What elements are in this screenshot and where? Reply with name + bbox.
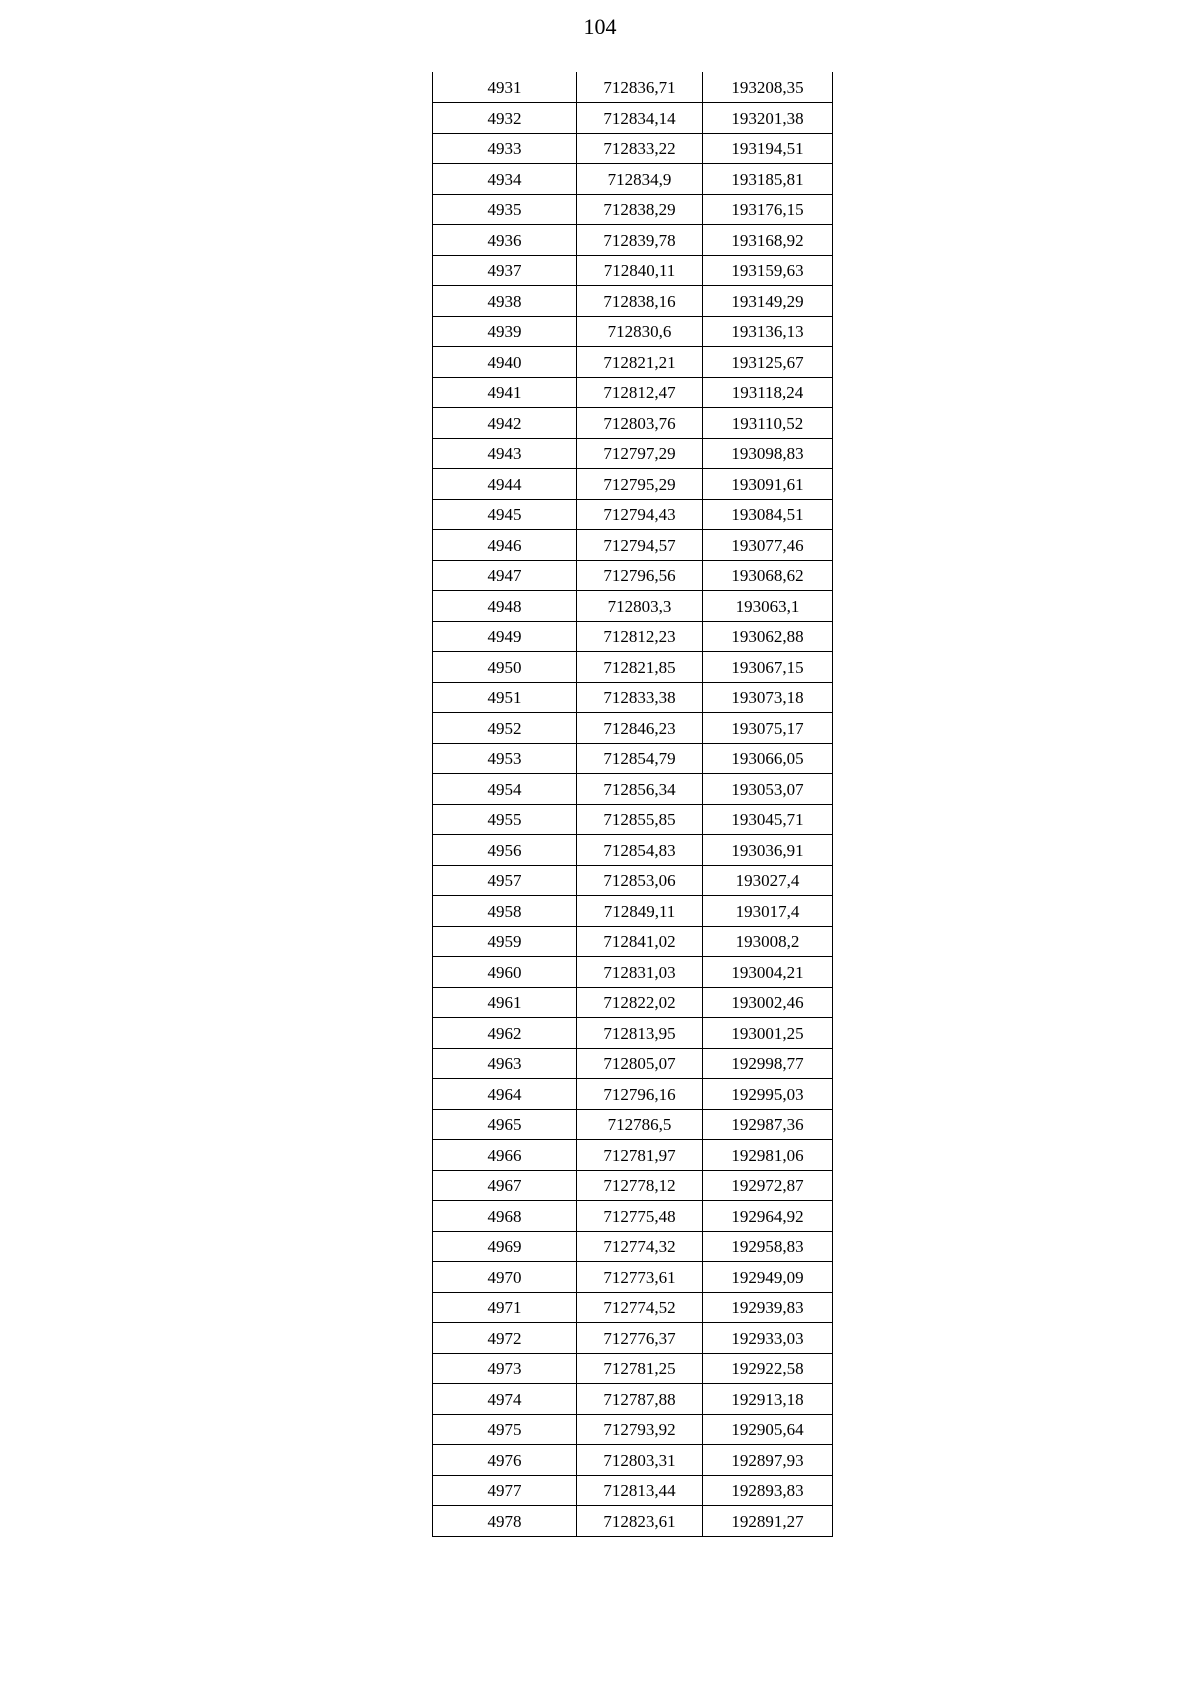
x-coordinate-cell: 712838,29 — [577, 194, 703, 225]
table-row — [433, 926, 833, 957]
x-coordinate-cell: 712787,88 — [577, 1384, 703, 1415]
table-row — [433, 1201, 833, 1232]
x-coordinate-cell: 712830,6 — [577, 316, 703, 347]
point-number-cell: 4977 — [433, 1475, 577, 1506]
x-coordinate-cell: 712776,37 — [577, 1323, 703, 1354]
point-number-cell: 4932 — [433, 103, 577, 134]
point-number-cell: 4933 — [433, 133, 577, 164]
y-coordinate-cell: 192964,92 — [703, 1201, 833, 1232]
y-coordinate-cell: 193068,62 — [703, 560, 833, 591]
y-coordinate-cell: 193168,92 — [703, 225, 833, 256]
point-number-cell: 4960 — [433, 957, 577, 988]
table-row — [433, 682, 833, 713]
x-coordinate-cell: 712834,9 — [577, 164, 703, 195]
x-coordinate-cell: 712795,29 — [577, 469, 703, 500]
y-coordinate-cell: 192905,64 — [703, 1414, 833, 1445]
point-number-cell: 4944 — [433, 469, 577, 500]
table-row — [433, 1292, 833, 1323]
y-coordinate-cell: 193084,51 — [703, 499, 833, 530]
x-coordinate-cell: 712796,16 — [577, 1079, 703, 1110]
y-coordinate-cell: 193002,46 — [703, 987, 833, 1018]
point-number-cell: 4976 — [433, 1445, 577, 1476]
table-row — [433, 1170, 833, 1201]
table-row — [433, 1079, 833, 1110]
table-row — [433, 774, 833, 805]
point-number-cell: 4978 — [433, 1506, 577, 1537]
point-number-cell: 4952 — [433, 713, 577, 744]
x-coordinate-cell: 712853,06 — [577, 865, 703, 896]
point-number-cell: 4942 — [433, 408, 577, 439]
point-number-cell: 4971 — [433, 1292, 577, 1323]
x-coordinate-cell: 712781,25 — [577, 1353, 703, 1384]
x-coordinate-cell: 712821,21 — [577, 347, 703, 378]
x-coordinate-cell: 712793,92 — [577, 1414, 703, 1445]
y-coordinate-cell: 192998,77 — [703, 1048, 833, 1079]
x-coordinate-cell: 712803,76 — [577, 408, 703, 439]
y-coordinate-cell: 193077,46 — [703, 530, 833, 561]
point-number-cell: 4946 — [433, 530, 577, 561]
x-coordinate-cell: 712840,11 — [577, 255, 703, 286]
table-row — [433, 1384, 833, 1415]
y-coordinate-cell: 192958,83 — [703, 1231, 833, 1262]
point-number-cell: 4961 — [433, 987, 577, 1018]
y-coordinate-cell: 193185,81 — [703, 164, 833, 195]
point-number-cell: 4935 — [433, 194, 577, 225]
x-coordinate-cell: 712797,29 — [577, 438, 703, 469]
y-coordinate-cell: 193073,18 — [703, 682, 833, 713]
table-row — [433, 133, 833, 164]
point-number-cell: 4953 — [433, 743, 577, 774]
table-row — [433, 255, 833, 286]
point-number-cell: 4945 — [433, 499, 577, 530]
table-row — [433, 1323, 833, 1354]
x-coordinate-cell: 712812,47 — [577, 377, 703, 408]
y-coordinate-cell: 193075,17 — [703, 713, 833, 744]
y-coordinate-cell: 192995,03 — [703, 1079, 833, 1110]
x-coordinate-cell: 712805,07 — [577, 1048, 703, 1079]
point-number-cell: 4941 — [433, 377, 577, 408]
y-coordinate-cell: 193194,51 — [703, 133, 833, 164]
x-coordinate-cell: 712812,23 — [577, 621, 703, 652]
point-number-cell: 4931 — [433, 72, 577, 103]
y-coordinate-cell: 193017,4 — [703, 896, 833, 927]
x-coordinate-cell: 712854,83 — [577, 835, 703, 866]
table-row — [433, 408, 833, 439]
point-number-cell: 4937 — [433, 255, 577, 286]
y-coordinate-cell: 193201,38 — [703, 103, 833, 134]
y-coordinate-cell: 192981,06 — [703, 1140, 833, 1171]
table-row — [433, 469, 833, 500]
x-coordinate-cell: 712833,38 — [577, 682, 703, 713]
point-number-cell: 4958 — [433, 896, 577, 927]
coordinates-table — [432, 72, 833, 1537]
y-coordinate-cell: 193125,67 — [703, 347, 833, 378]
x-coordinate-cell: 712778,12 — [577, 1170, 703, 1201]
x-coordinate-cell: 712841,02 — [577, 926, 703, 957]
x-coordinate-cell: 712794,57 — [577, 530, 703, 561]
y-coordinate-cell: 193036,91 — [703, 835, 833, 866]
x-coordinate-cell: 712823,61 — [577, 1506, 703, 1537]
table-row — [433, 438, 833, 469]
table-row — [433, 835, 833, 866]
table-row — [433, 347, 833, 378]
table-row — [433, 987, 833, 1018]
x-coordinate-cell: 712774,52 — [577, 1292, 703, 1323]
table-row — [433, 1048, 833, 1079]
table-row — [433, 1140, 833, 1171]
point-number-cell: 4948 — [433, 591, 577, 622]
point-number-cell: 4964 — [433, 1079, 577, 1110]
x-coordinate-cell: 712773,61 — [577, 1262, 703, 1293]
x-coordinate-cell: 712831,03 — [577, 957, 703, 988]
x-coordinate-cell: 712834,14 — [577, 103, 703, 134]
point-number-cell: 4951 — [433, 682, 577, 713]
y-coordinate-cell: 192987,36 — [703, 1109, 833, 1140]
table-row — [433, 286, 833, 317]
x-coordinate-cell: 712775,48 — [577, 1201, 703, 1232]
x-coordinate-cell: 712836,71 — [577, 72, 703, 103]
table-row — [433, 1109, 833, 1140]
point-number-cell: 4957 — [433, 865, 577, 896]
point-number-cell: 4972 — [433, 1323, 577, 1354]
y-coordinate-cell: 193067,15 — [703, 652, 833, 683]
y-coordinate-cell: 193027,4 — [703, 865, 833, 896]
y-coordinate-cell: 192972,87 — [703, 1170, 833, 1201]
x-coordinate-cell: 712838,16 — [577, 286, 703, 317]
table-row — [433, 194, 833, 225]
point-number-cell: 4938 — [433, 286, 577, 317]
point-number-cell: 4973 — [433, 1353, 577, 1384]
table-row — [433, 713, 833, 744]
x-coordinate-cell: 712839,78 — [577, 225, 703, 256]
point-number-cell: 4974 — [433, 1384, 577, 1415]
table-row — [433, 499, 833, 530]
point-number-cell: 4959 — [433, 926, 577, 957]
table-row — [433, 377, 833, 408]
y-coordinate-cell: 193045,71 — [703, 804, 833, 835]
table-row — [433, 743, 833, 774]
table-row — [433, 530, 833, 561]
x-coordinate-cell: 712849,11 — [577, 896, 703, 927]
y-coordinate-cell: 192897,93 — [703, 1445, 833, 1476]
table-row — [433, 225, 833, 256]
x-coordinate-cell: 712796,56 — [577, 560, 703, 591]
table-row — [433, 560, 833, 591]
point-number-cell: 4975 — [433, 1414, 577, 1445]
y-coordinate-cell: 192922,58 — [703, 1353, 833, 1384]
x-coordinate-cell: 712821,85 — [577, 652, 703, 683]
point-number-cell: 4950 — [433, 652, 577, 683]
x-coordinate-cell: 712786,5 — [577, 1109, 703, 1140]
point-number-cell: 4954 — [433, 774, 577, 805]
y-coordinate-cell: 193053,07 — [703, 774, 833, 805]
point-number-cell: 4963 — [433, 1048, 577, 1079]
point-number-cell: 4955 — [433, 804, 577, 835]
y-coordinate-cell: 193066,05 — [703, 743, 833, 774]
x-coordinate-cell: 712855,85 — [577, 804, 703, 835]
table-row — [433, 1231, 833, 1262]
table-row — [433, 316, 833, 347]
coordinates-table-body — [433, 72, 833, 1536]
point-number-cell: 4966 — [433, 1140, 577, 1171]
table-row — [433, 1018, 833, 1049]
y-coordinate-cell: 193001,25 — [703, 1018, 833, 1049]
x-coordinate-cell: 712781,97 — [577, 1140, 703, 1171]
point-number-cell: 4962 — [433, 1018, 577, 1049]
table-row — [433, 957, 833, 988]
table-row — [433, 804, 833, 835]
point-number-cell: 4949 — [433, 621, 577, 652]
point-number-cell: 4967 — [433, 1170, 577, 1201]
y-coordinate-cell: 193136,13 — [703, 316, 833, 347]
table-row — [433, 652, 833, 683]
y-coordinate-cell: 193118,24 — [703, 377, 833, 408]
x-coordinate-cell: 712833,22 — [577, 133, 703, 164]
point-number-cell: 4943 — [433, 438, 577, 469]
x-coordinate-cell: 712846,23 — [577, 713, 703, 744]
point-number-cell: 4947 — [433, 560, 577, 591]
x-coordinate-cell: 712803,31 — [577, 1445, 703, 1476]
table-row — [433, 1262, 833, 1293]
x-coordinate-cell: 712813,44 — [577, 1475, 703, 1506]
table-row — [433, 865, 833, 896]
y-coordinate-cell: 192949,09 — [703, 1262, 833, 1293]
table-row — [433, 1445, 833, 1476]
table-row — [433, 164, 833, 195]
x-coordinate-cell: 712856,34 — [577, 774, 703, 805]
x-coordinate-cell: 712813,95 — [577, 1018, 703, 1049]
table-row — [433, 621, 833, 652]
y-coordinate-cell: 193004,21 — [703, 957, 833, 988]
point-number-cell: 4936 — [433, 225, 577, 256]
table-row — [433, 896, 833, 927]
y-coordinate-cell: 193159,63 — [703, 255, 833, 286]
point-number-cell: 4939 — [433, 316, 577, 347]
y-coordinate-cell: 193098,83 — [703, 438, 833, 469]
y-coordinate-cell: 193008,2 — [703, 926, 833, 957]
x-coordinate-cell: 712854,79 — [577, 743, 703, 774]
x-coordinate-cell: 712803,3 — [577, 591, 703, 622]
table-row — [433, 1475, 833, 1506]
x-coordinate-cell: 712822,02 — [577, 987, 703, 1018]
point-number-cell: 4968 — [433, 1201, 577, 1232]
point-number-cell: 4970 — [433, 1262, 577, 1293]
point-number-cell: 4969 — [433, 1231, 577, 1262]
point-number-cell: 4956 — [433, 835, 577, 866]
table-row — [433, 103, 833, 134]
table-row — [433, 1353, 833, 1384]
x-coordinate-cell: 712774,32 — [577, 1231, 703, 1262]
y-coordinate-cell: 192893,83 — [703, 1475, 833, 1506]
y-coordinate-cell: 193062,88 — [703, 621, 833, 652]
y-coordinate-cell: 193110,52 — [703, 408, 833, 439]
y-coordinate-cell: 193149,29 — [703, 286, 833, 317]
point-number-cell: 4940 — [433, 347, 577, 378]
y-coordinate-cell: 192939,83 — [703, 1292, 833, 1323]
y-coordinate-cell: 192913,18 — [703, 1384, 833, 1415]
table-row — [433, 591, 833, 622]
y-coordinate-cell: 193091,61 — [703, 469, 833, 500]
point-number-cell: 4965 — [433, 1109, 577, 1140]
table-row — [433, 72, 833, 103]
y-coordinate-cell: 193208,35 — [703, 72, 833, 103]
point-number-cell: 4934 — [433, 164, 577, 195]
page-number: 104 — [583, 14, 617, 39]
table-row — [433, 1506, 833, 1537]
y-coordinate-cell: 193063,1 — [703, 591, 833, 622]
y-coordinate-cell: 193176,15 — [703, 194, 833, 225]
y-coordinate-cell: 192891,27 — [703, 1506, 833, 1537]
table-row — [433, 1414, 833, 1445]
x-coordinate-cell: 712794,43 — [577, 499, 703, 530]
y-coordinate-cell: 192933,03 — [703, 1323, 833, 1354]
